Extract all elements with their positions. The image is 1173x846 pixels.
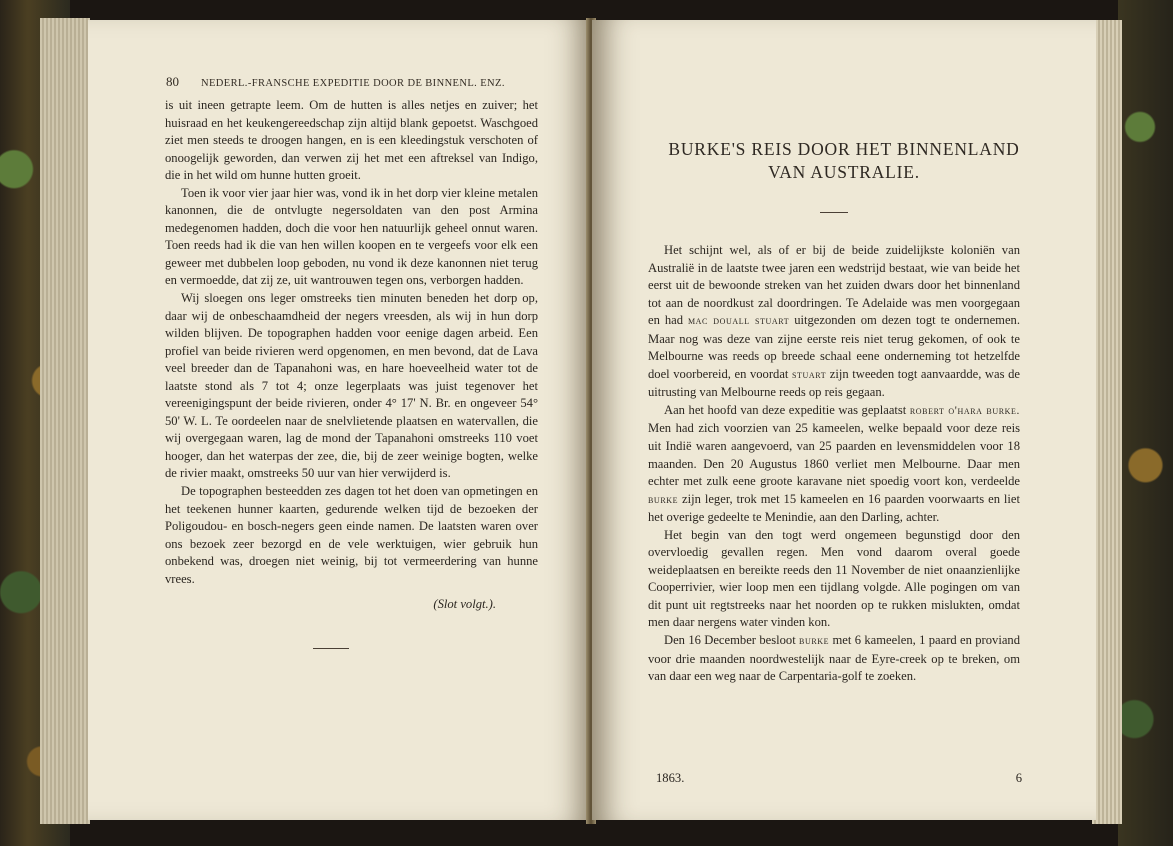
chapter-title-line: VAN AUSTRALIE. [768, 162, 920, 182]
footer-year: 1863. [656, 771, 685, 785]
left-page [88, 20, 590, 820]
signature-mark: 6 [1015, 771, 1022, 785]
text-run: zijn leger, trok met 15 kameelen en 16 paarden voorwaarts en liet het overige gedeelte te Menindie, aan den Darling, achter. [648, 491, 1020, 525]
paragraph [648, 242, 1020, 402]
person-name: burke [648, 493, 679, 506]
text-run: met 6 kameelen, 1 paard en proviand voor drie maanden noordwestelijk naar de Eyre-creek op te breken, om van daar een weg naar de Carpentaria-golf te zoeken. [648, 633, 1021, 684]
text-run: zijn tweeden togt aanvaardde, was de uitrusting van Melbourne reeds op reis gegaan. [648, 366, 1020, 400]
running-head [166, 74, 566, 90]
page-edges-left [40, 18, 90, 824]
text-run: Het schijnt wel, als of er bij de beide zuidelijkste koloniën van Australië in de laatste twee jaren een wedstrijd bestaat, wie van beide het eerst uit de bewoonde streken van het zuiden dwars door het binnenland tot aan de noordkust zal doordringen. Te Adelaide was men voorgegaan en had [648, 243, 1020, 328]
person-name: stuart [791, 368, 827, 381]
paragraph [648, 632, 1020, 686]
right-page [592, 20, 1096, 820]
person-name: robert o'hara burke. [909, 404, 1020, 417]
text-run: Den 16 December besloot [664, 633, 796, 648]
paragraph: is uit ineen getrapte leem. Om de hutten is alles netjes en zuiver; het huisraad en het keukengereedschap zijn altijd blank gepoetst. Waschgoed ziet men steeds te droogen hangen, en is een kleedingstuk verschoten of onoogelijk geworden, dan verwen zij het met een aftreksel van Indigo, die in het wild om hunne hutten groeit. [165, 98, 538, 183]
marbled-endpaper-right [1118, 0, 1173, 846]
page-footer [656, 771, 1022, 786]
paragraph: De topographen besteedden zes dagen tot het doen van opmetingen en het teekenen hunner kaarten, gedurende welken tijd de bezoeken der Poligoudou- en bosch-negers geen einde namen. De laatsten waren over ons bezoek zeer bezorgd en de vele werktuigen, wier gebruik hun onbekend was, droegen niet weinig, bij tot vermeerdering van hunne vrees. [165, 484, 538, 586]
text-run: Aan het hoofd van deze expeditie was geplaatst [664, 402, 907, 417]
chapter-title [632, 138, 1056, 184]
paragraph: Het begin van den togt werd ongemeen begunstigd door den overvloedig gevallen regen. Men vond daarom overal goede weideplaatsen en bereikte reeds den 11 November de niet onaanzienlijke Cooperrivier, wier loop men een tijdlang volgde. Alle pogingen om van dit punt uit regtstreeks naar het noorden op te rukken mislukten, omdat men daar nergens water vinden kon. [648, 527, 1020, 630]
right-body-text [648, 242, 1020, 686]
section-rule [313, 648, 349, 649]
chapter-title-line: BURKE'S REIS DOOR HET BINNENLAND [668, 139, 1020, 159]
to-be-continued: (Slot volgt.). [433, 597, 496, 612]
paragraph [648, 402, 1020, 527]
person-name: mac douall stuart [687, 315, 790, 328]
page-number: 80 [166, 74, 179, 89]
paragraph: Wij sloegen ons leger omstreeks tien minuten beneden het dorp op, daar wij de onbeschaamdheid der negers vreesden, als wij in hun dorp wilden blijven. De topographen hadden voor eenige dagen arbeid. Een profiel van beide rivieren werd opgenomen, en men bevond, dat de Lava veel breeder dan de Tapanahoni was, en hare hoeveelheid water tot de laatste stond als 7 tot 4; onze legerplaats was juist tegenover het vereenigingspunt der beide rivieren, onder 4° 17' N. Br. en ongeveer 54° 50' W. L. Te oordeelen naar de snelvlietende plaatsen en watervallen, die wij overgegaan waren, lag de mond der Tapanahoni omstreeks 110 voet hooger, dan het waterpas der zee, die, bij de zeer weinige bogten, welke de rivier maakt, omstreeks 50 uur van hier verwijderd is. [165, 291, 538, 481]
text-run: Men had zich voorzien van 25 kameelen, welke bepaald voor deze reis uit Indië waren aangevoerd, van 25 paarden en levensmiddelen voor 18 maanden. Den 20 Augustus 1860 verliet men Melbourne. Daar men echter met zulk eene groote karavane niet spoedig voort kon, verdeelde [648, 421, 1020, 489]
left-body-text [165, 97, 538, 614]
person-name: burke [799, 635, 830, 648]
running-head-title: NEDERL.-FRANSCHE EXPEDITIE DOOR DE BINNENL. ENZ. [201, 78, 505, 89]
text-run: uitgezonden om dezen togt te ondernemen. Maar nog was deze van zijne eerste reis niet terug gekomen, of ook te Melbourne was reeds op breede schaal eene onderneming tot hetzelfde doel voorbereid, en voordat [648, 313, 1020, 381]
paragraph: Toen ik voor vier jaar hier was, vond ik in het dorp vier kleine metalen kanonnen, die de ontvlugte negersoldaten van den post Armina medegenomen hadden, doch die voor hen natuurlijk geheel onnut waren. Toen reeds had ik die van hen willen koopen en te vergeefs voor elk een geweer met dubbelen loop geboden, nu vond ik deze kanonnen niet terug en vermoedde, dat zij ze, uit wantrouwen tegen ons, verborgen hadden. [165, 185, 538, 288]
title-rule [820, 212, 848, 213]
page-edges-right [1092, 20, 1122, 824]
